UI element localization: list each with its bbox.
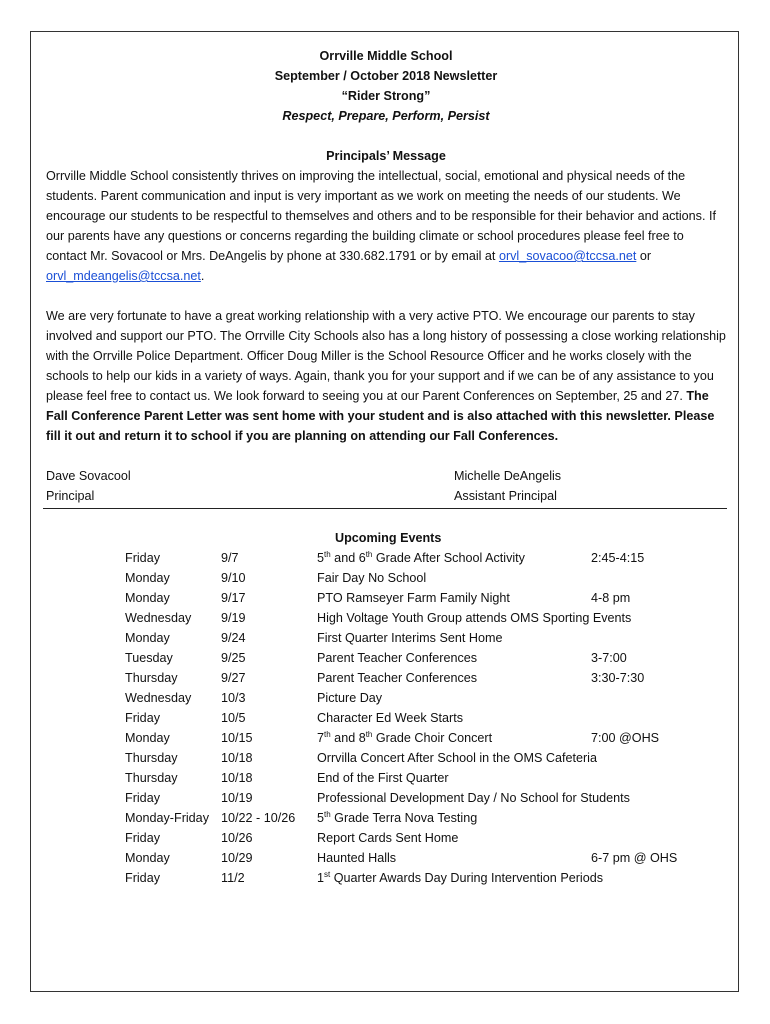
principals-message-heading: Principals’ Message [326,149,446,163]
event-day: Friday [125,871,160,885]
message-paragraph-2-text: We are very fortunate to have a great working relationship with a very active PTO. We encourage our parents to stay involved and support our PTO. The Orrville City Schools also has a long history of possessing a close working relationship with the Orrville Police Department. Officer Doug Miller is the School Resource Officer and he works closely with the schools to help our kids in a variety of ways. Again, thank you for your support and if we can be of any assistance to you please feel free to contact us. We look forward to seeing you at our Parent Conferences on September, 25 and 27. [46,309,726,403]
event-description-part: Report Cards Sent Home [317,831,459,845]
event-date: 10/3 [221,691,246,705]
school-name: Orrville Middle School [319,49,453,63]
event-date: 10/19 [221,791,253,805]
event-day: Monday [125,851,170,865]
event-time: 6-7 pm @ OHS [591,851,678,865]
message-paragraph-1 [46,166,726,286]
event-row [31,848,738,868]
event-date: 10/15 [221,731,253,745]
event-description [317,868,603,888]
principal-title: Principal [46,489,95,503]
event-time: 2:45-4:15 [591,551,645,565]
event-day: Monday [125,631,170,645]
event-row [31,648,738,668]
event-description [317,808,477,828]
event-day: Monday [125,571,170,585]
event-description-part: 1 [317,871,325,885]
event-day: Friday [125,551,160,565]
event-date: 9/25 [221,651,246,665]
event-description-part: Grade Choir Concert [372,731,493,745]
or-text: or [636,249,652,263]
event-description [317,548,525,568]
event-description-part: and 6 [330,551,366,565]
event-description-part: Orrvilla Concert After School in the OMS Cafeteria [317,751,597,765]
event-day: Thursday [125,671,178,685]
event-description-part: th [324,729,331,739]
event-description-part: Character Ed Week Starts [317,711,464,725]
event-time: 7:00 @OHS [591,731,660,745]
event-row [31,788,738,808]
event-row [31,668,738,688]
event-description [317,608,631,628]
event-row [31,628,738,648]
event-description-part: High Voltage Youth Group attends OMS Sporting Events [317,611,632,625]
event-description [317,668,477,688]
event-date: 9/24 [221,631,246,645]
signature-principal [46,466,131,506]
event-description-part: Grade Terra Nova Testing [330,811,478,825]
event-row [31,708,738,728]
event-description [317,828,458,848]
message-paragraph-1-text: Orrville Middle School consistently thrives on improving the intellectual, social, emotional and physical needs of the students. Parent communication and input is very important as we work on meeting the needs of our students. We encourage our students to be respectful to themselves and others and to be responsible for their behavior and actions. If our parents have any questions or concerns regarding the building climate or school procedures please feel free to contact Mr. Sovacool or Mrs. DeAngelis by phone at 330.682.1791 or by email at [46,169,716,263]
event-description-part: First Quarter Interims Sent Home [317,631,503,645]
event-description-part: Picture Day [317,691,383,705]
message-paragraph-2-bold: The Fall Conference Parent Letter was sent home with your student and is also attached with this newsletter. Please fill it out and return it to school if you are planning on attending our Fall Conferences. [46,389,715,443]
signature-assistant-principal [454,466,561,506]
event-date: 10/18 [221,771,253,785]
newsletter-body [46,46,726,506]
event-date: 11/2 [221,871,245,885]
event-date: 10/22 - 10/26 [221,811,296,825]
event-day: Monday [125,731,170,745]
message-paragraph-2 [46,306,726,446]
event-date: 10/29 [221,851,253,865]
motto: “Rider Strong” [341,89,431,103]
signatures [46,466,726,506]
event-description [317,688,382,708]
newsletter-title: September / October 2018 Newsletter [274,69,498,83]
event-description [317,568,426,588]
event-description-part: st [324,869,331,879]
event-description [317,848,396,868]
event-day: Wednesday [125,611,192,625]
event-description-part: and 8 [330,731,366,745]
event-day: Friday [125,791,160,805]
event-description [317,788,630,808]
event-day: Wednesday [125,691,192,705]
event-description-part: Haunted Halls [317,851,397,865]
period: . [200,269,205,283]
event-day: Thursday [125,771,178,785]
event-day: Tuesday [125,651,173,665]
assistant-principal-email-link[interactable]: orvl_mdeangelis@tccsa.net [46,269,201,283]
event-row [31,728,738,748]
principal-email-link[interactable]: orvl_sovacoo@tccsa.net [498,249,637,263]
event-description-part: Grade After School Activity [372,551,525,565]
event-description-part: 5 [317,811,325,825]
event-date: 9/27 [221,671,246,685]
event-row [31,808,738,828]
event-description [317,648,477,668]
event-description-part: Parent Teacher Conferences [317,671,478,685]
event-description [317,708,463,728]
section-divider [43,508,727,509]
event-description-part: Professional Development Day / No School for Students [317,791,630,805]
event-description [317,628,502,648]
event-description-part: Parent Teacher Conferences [317,651,478,665]
event-time: 4-8 pm [591,591,631,605]
event-row [31,608,738,628]
event-date: 10/18 [221,751,253,765]
principal-name: Dave Sovacool [46,469,131,483]
event-row [31,548,738,568]
event-time: 3-7:00 [591,651,627,665]
assistant-principal-title: Assistant Principal [454,489,557,503]
event-day: Friday [125,711,160,725]
event-description-part: Quarter Awards Day During Intervention Periods [330,871,604,885]
event-description-part: th [324,549,331,559]
event-row [31,828,738,848]
event-description [317,768,449,788]
event-description-part: PTO Ramseyer Farm Family Night [317,591,510,605]
event-description [317,748,597,768]
event-date: 9/10 [221,571,246,585]
event-date: 10/5 [221,711,246,725]
event-day: Thursday [125,751,178,765]
event-row [31,568,738,588]
event-description [317,728,492,748]
event-day: Monday-Friday [125,811,209,825]
school-values: Respect, Prepare, Perform, Persist [282,109,490,123]
event-description-part: 7 [317,731,325,745]
event-date: 9/19 [221,611,246,625]
assistant-principal-name: Michelle DeAngelis [454,469,562,483]
event-description-part: th [365,729,373,739]
newsletter-page [30,31,739,992]
event-time: 3:30-7:30 [591,671,645,685]
event-day: Friday [125,831,160,845]
event-row [31,768,738,788]
event-day: Monday [125,591,170,605]
event-row [31,748,738,768]
event-date: 9/7 [221,551,239,565]
event-row [31,688,738,708]
event-row [31,588,738,608]
event-description-part: End of the First Quarter [317,771,449,785]
event-date: 9/17 [221,591,246,605]
event-row [31,868,738,888]
event-description-part: 5 [317,551,325,565]
event-date: 10/26 [221,831,253,845]
event-description-part: th [324,809,331,819]
event-description [317,588,510,608]
upcoming-events-heading: Upcoming Events [335,531,442,545]
event-description-part: Fair Day No School [317,571,427,585]
event-description-part: th [365,549,373,559]
